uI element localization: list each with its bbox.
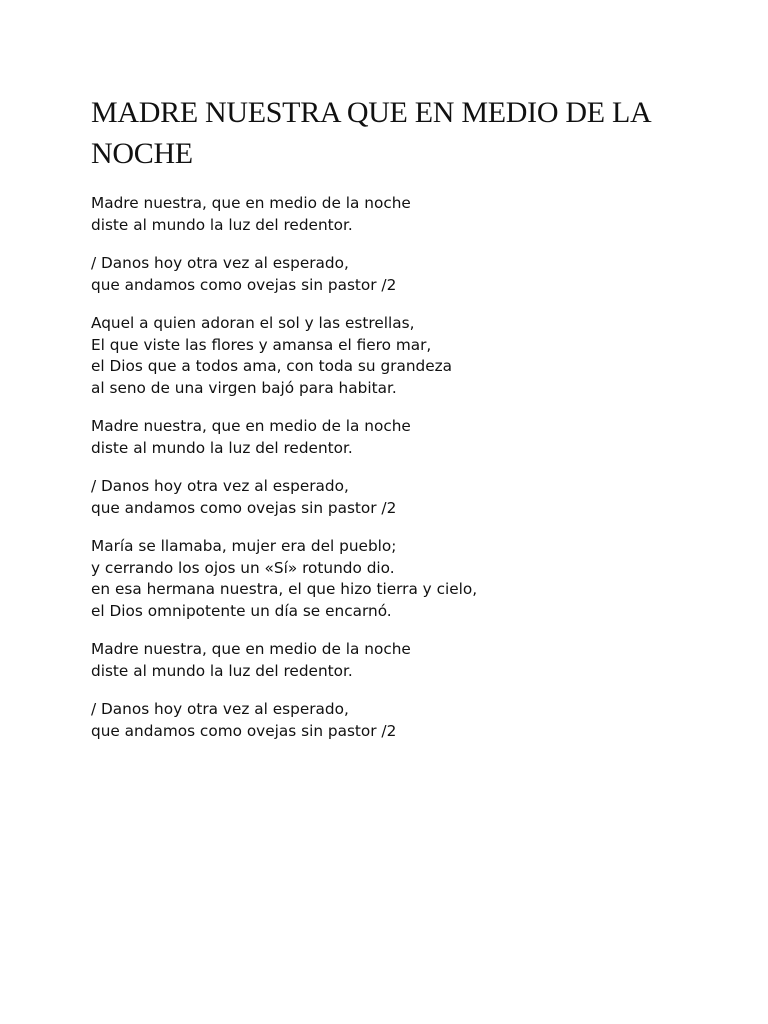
document-page: [91, 92, 731, 759]
stanza: [91, 253, 731, 296]
lyric-line: diste al mundo la luz del redentor.: [91, 661, 353, 680]
lyric-line: El que viste las flores y amansa el fiero mar,: [91, 335, 432, 354]
lyric-line: en esa hermana nuestra, el que hizo tierra y cielo,: [91, 580, 478, 598]
lyric-line: / Danos hoy otra vez al esperado,: [91, 700, 349, 718]
stanza: [91, 536, 731, 622]
stanza: [91, 193, 731, 236]
song-title: MADRE NUESTRA QUE EN MEDIO DE LA NOCHE: [91, 96, 650, 170]
stanza: [91, 476, 731, 519]
lyric-line: diste al mundo la luz del redentor.: [91, 215, 353, 234]
lyric-line: María se llamaba, mujer era del pueblo;: [91, 537, 397, 555]
stanza: [91, 416, 731, 459]
lyric-line: y cerrando los ojos un «Sí» rotundo dio.: [91, 558, 395, 577]
stanza: [91, 313, 731, 399]
lyrics-body: [91, 193, 731, 742]
lyric-line: / Danos hoy otra vez al esperado,: [91, 477, 349, 495]
lyric-line: diste al mundo la luz del redentor.: [91, 438, 353, 457]
lyric-line: Madre nuestra, que en medio de la noche: [91, 194, 411, 212]
lyric-line: / Danos hoy otra vez al esperado,: [91, 254, 349, 272]
lyric-line: el Dios omnipotente un día se encarnó.: [91, 601, 392, 620]
stanza: [91, 699, 731, 742]
lyric-line: que andamos como ovejas sin pastor /2: [91, 498, 397, 517]
stanza: [91, 639, 731, 682]
lyric-line: el Dios que a todos ama, con toda su grandeza: [91, 357, 453, 375]
lyric-line: que andamos como ovejas sin pastor /2: [91, 275, 397, 294]
lyric-line: al seno de una virgen bajó para habitar.: [91, 378, 397, 397]
lyric-line: Madre nuestra, que en medio de la noche: [91, 417, 411, 435]
lyric-line: Madre nuestra, que en medio de la noche: [91, 640, 411, 658]
lyric-line: que andamos como ovejas sin pastor /2: [91, 721, 397, 740]
lyric-line: Aquel a quien adoran el sol y las estrellas,: [91, 314, 415, 332]
